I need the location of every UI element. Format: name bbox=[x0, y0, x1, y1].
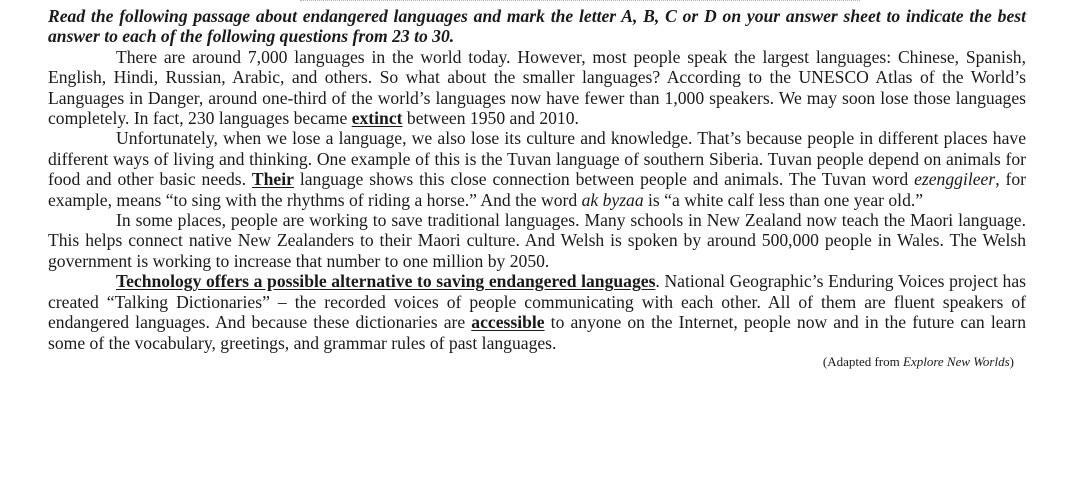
paragraph-2 bbox=[48, 128, 1026, 210]
paragraph-1-text-c: between 1950 and 2010. bbox=[402, 108, 579, 129]
paragraph-4-text-d: to anyone on the Internet, people now and in the future can learn some of the vocabulary, greetings, and grammar rules of past languages. bbox=[48, 312, 1026, 353]
source-title: Explore New Worlds bbox=[903, 353, 1010, 369]
paragraph-3-text: In some places, people are working to save traditional languages. Many schools in New Zealand now teach the Maori language. This helps connect native New Zealanders to their Maori culture. And Welsh is spoken by around 500,000 people in Wales. The Welsh government is working to increase that number to one million by 2050. bbox=[48, 210, 1026, 271]
sentence-technology-offers: Technology offers a possible alternative to saving endangered languages bbox=[116, 271, 656, 292]
word-extinct: extinct bbox=[351, 108, 403, 129]
reading-instructions: Read the following passage about endangered languages and mark the letter A, B, C or D on your answer sheet to indicate the best answer to each of the following questions from 23 to 30. bbox=[48, 6, 1026, 47]
paragraph-4-text-b: . National Geographic’s Enduring Voices project has created “Talking Dictionaries” – the recorded voices of people communicating with each other. All of them are fluent speakers of endangered languages. And because these dictionaries are bbox=[48, 271, 1026, 333]
paragraph-3 bbox=[48, 210, 1026, 271]
paragraph-2-text-e: , for example, means “to sing with the rhythms of riding a horse.” And the word bbox=[48, 169, 1027, 210]
paragraph-2-text-c: language shows this close connection between people and animals. The Tuvan word bbox=[293, 169, 915, 190]
paragraph-4 bbox=[48, 271, 1026, 353]
source-suffix: ) bbox=[1009, 353, 1014, 369]
source-citation bbox=[48, 354, 1026, 369]
word-accessible: accessible bbox=[471, 312, 545, 333]
source-prefix: (Adapted from bbox=[822, 353, 903, 369]
paragraph-1-text-a: There are around 7,000 languages in the world today. However, most people speak the largest languages: Chinese, Spanish, English, Hindi, Russian, Arabic, and others. So what about the smaller languages? According to the UNESCO Atlas of the World’s Languages in Danger, around one-third of the world’s languages now have fewer than 1,000 speakers. We may soon lose those languages completely. In fact, 230 languages became bbox=[48, 46, 1026, 129]
paragraph-2-text-a: Unfortunately, when we lose a language, we also lose its culture and knowledge. That’s because people in different places have different ways of living and thinking. One example of this is the Tuvan language of southern Siberia. Tuvan people depend on animals for food and other basic needs. bbox=[48, 128, 1026, 190]
paragraph-1 bbox=[48, 47, 1026, 129]
tuvan-word-ezenggileer: ezenggileer bbox=[914, 169, 996, 190]
paragraph-2-text-g: is “a white calf less than one year old.” bbox=[643, 189, 924, 210]
word-their: Their bbox=[251, 169, 294, 190]
tuvan-word-ak-byzaa: ak byzaa bbox=[581, 189, 644, 210]
cropped-previous-line bbox=[300, 0, 860, 6]
